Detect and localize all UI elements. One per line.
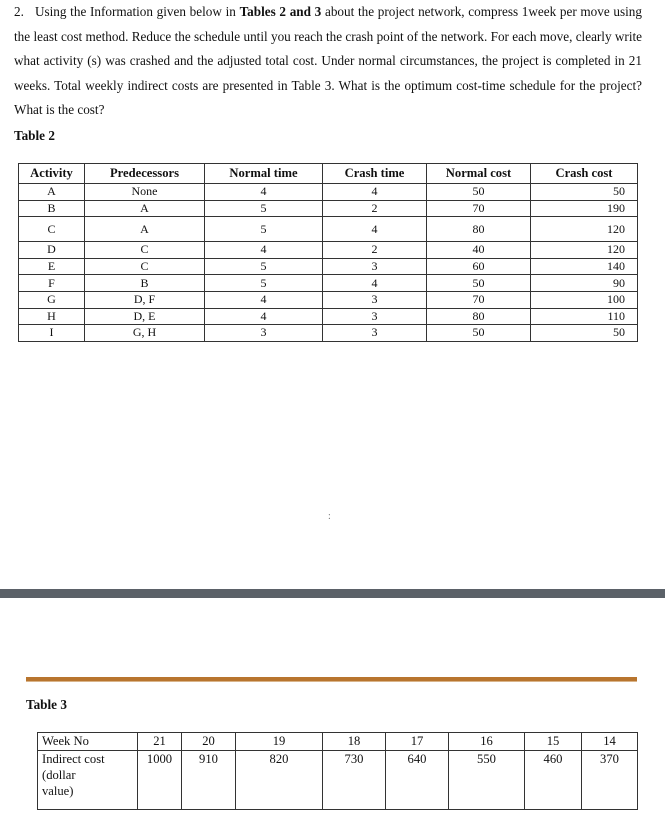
question-text	[14, 0, 642, 123]
table3-title: Table 3	[26, 697, 67, 712]
header-normal-time: Normal time	[205, 164, 323, 184]
table-row	[19, 242, 638, 259]
cell-activity: E	[19, 258, 85, 275]
stray-mark: :	[328, 511, 331, 522]
cell-crash-time: 3	[323, 291, 427, 308]
table-row	[19, 200, 638, 217]
cell-normal-cost: 50	[427, 325, 531, 342]
cell-normal-cost: 50	[427, 275, 531, 292]
cell-crash-cost: 190	[531, 200, 638, 217]
cell-normal-time: 5	[205, 258, 323, 275]
cost-cell: 910	[182, 751, 236, 810]
week-cell: 19	[236, 733, 323, 751]
cell-activity: I	[19, 325, 85, 342]
cell-normal-time: 3	[205, 325, 323, 342]
cell-normal-cost: 50	[427, 184, 531, 201]
cost-cell: 370	[582, 751, 638, 810]
cell-normal-cost: 40	[427, 242, 531, 259]
cell-crash-cost: 50	[531, 184, 638, 201]
cell-activity: A	[19, 184, 85, 201]
question-tables-ref: Tables 2 and 3	[239, 4, 322, 19]
cell-crash-cost: 120	[531, 242, 638, 259]
cell-crash-cost: 50	[531, 325, 638, 342]
cell-normal-cost: 80	[427, 308, 531, 325]
table-row	[19, 217, 638, 242]
week-label: Week No	[38, 733, 138, 751]
cell-predecessors: C	[85, 258, 205, 275]
table3	[37, 732, 638, 810]
cost-cell: 1000	[138, 751, 182, 810]
cell-normal-cost: 70	[427, 291, 531, 308]
question-part2: about the project network, compress 1week per move using the least cost method. Reduce the schedule until you reach the crash point of the network. For each move, clearly write what activity (s) was crashed and the adjusted total cost. Under normal circumstances, the project is completed in 21 weeks. Total weekly indirect costs are presented in Table 3. What is the optimum cost-time schedule for the project? What is the cost?	[14, 4, 642, 118]
table2	[18, 163, 638, 342]
cell-predecessors: G, H	[85, 325, 205, 342]
week-cell: 16	[449, 733, 525, 751]
cell-crash-cost: 140	[531, 258, 638, 275]
section-rule	[26, 677, 637, 682]
page-divider	[0, 589, 665, 598]
table2-header-row	[19, 164, 638, 184]
cell-predecessors: A	[85, 217, 205, 242]
cost-cell: 820	[236, 751, 323, 810]
question-number: 2.	[14, 4, 24, 19]
week-cell: 21	[138, 733, 182, 751]
cell-crash-time: 3	[323, 325, 427, 342]
cell-predecessors: B	[85, 275, 205, 292]
table2-title: Table 2	[14, 128, 55, 143]
cell-crash-cost: 100	[531, 291, 638, 308]
cell-normal-cost: 70	[427, 200, 531, 217]
cell-normal-time: 5	[205, 200, 323, 217]
cell-normal-time: 4	[205, 308, 323, 325]
cell-activity: C	[19, 217, 85, 242]
cell-activity: B	[19, 200, 85, 217]
cell-predecessors: D, F	[85, 291, 205, 308]
cell-crash-time: 2	[323, 242, 427, 259]
header-normal-cost: Normal cost	[427, 164, 531, 184]
cell-crash-time: 4	[323, 275, 427, 292]
cell-normal-time: 4	[205, 242, 323, 259]
indirect-cost-label-line3: value)	[42, 784, 74, 798]
table-row	[19, 258, 638, 275]
cell-crash-cost: 120	[531, 217, 638, 242]
cell-activity: G	[19, 291, 85, 308]
header-crash-time: Crash time	[323, 164, 427, 184]
cell-normal-time: 5	[205, 275, 323, 292]
week-cell: 20	[182, 733, 236, 751]
cost-cell: 550	[449, 751, 525, 810]
cell-activity: F	[19, 275, 85, 292]
indirect-cost-label-line1: Indirect cost	[42, 752, 105, 766]
cell-crash-time: 4	[323, 184, 427, 201]
cell-normal-time: 5	[205, 217, 323, 242]
cell-activity: D	[19, 242, 85, 259]
indirect-cost-row	[38, 751, 638, 810]
header-activity: Activity	[19, 164, 85, 184]
week-cell: 17	[386, 733, 449, 751]
cell-predecessors: C	[85, 242, 205, 259]
cell-activity: H	[19, 308, 85, 325]
table-row	[19, 184, 638, 201]
cell-normal-time: 4	[205, 291, 323, 308]
week-cell: 15	[525, 733, 582, 751]
cost-cell: 460	[525, 751, 582, 810]
week-cell: 18	[323, 733, 386, 751]
indirect-cost-label-line2: (dollar	[42, 768, 76, 782]
header-crash-cost: Crash cost	[531, 164, 638, 184]
question-part1: Using the Information given below in	[34, 4, 240, 19]
cell-predecessors: None	[85, 184, 205, 201]
cell-predecessors: D, E	[85, 308, 205, 325]
cell-normal-cost: 80	[427, 217, 531, 242]
header-predecessors: Predecessors	[85, 164, 205, 184]
table-row	[19, 291, 638, 308]
cell-crash-time: 3	[323, 308, 427, 325]
table-row	[19, 275, 638, 292]
cell-crash-cost: 110	[531, 308, 638, 325]
cell-normal-time: 4	[205, 184, 323, 201]
cell-crash-cost: 90	[531, 275, 638, 292]
cell-crash-time: 2	[323, 200, 427, 217]
week-cell: 14	[582, 733, 638, 751]
table-row	[19, 325, 638, 342]
cost-cell: 730	[323, 751, 386, 810]
week-row	[38, 733, 638, 751]
cell-predecessors: A	[85, 200, 205, 217]
cell-crash-time: 3	[323, 258, 427, 275]
cell-crash-time: 4	[323, 217, 427, 242]
indirect-cost-label	[38, 751, 138, 810]
cost-cell: 640	[386, 751, 449, 810]
table-row	[19, 308, 638, 325]
cell-normal-cost: 60	[427, 258, 531, 275]
